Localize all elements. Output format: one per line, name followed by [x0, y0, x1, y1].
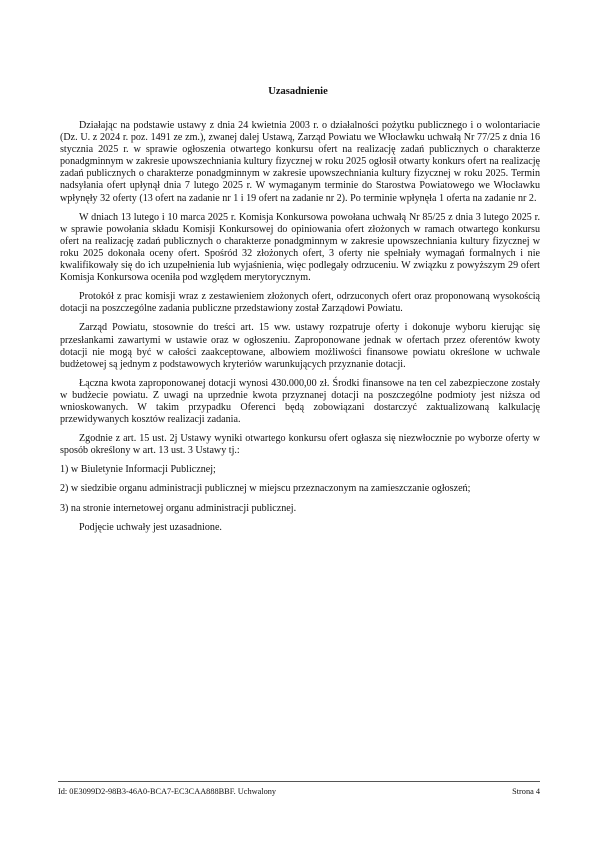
document-title: Uzasadnienie: [268, 86, 328, 97]
paragraph: Działając na podstawie ustawy z dnia 24 kwietnia 2003 r. o działalności pożytku publicznego i o wolontariacie (Dz. U. z 2024 r. poz. 1491 ze zm.), zwanej dalej Ustawą, Zarząd Powiatu we Włocławku uchwałą Nr 77/25 z dnia 16 stycznia 2025 r. w sprawie ogłoszenia otwartego konkursu ofert na realizację zadań publicznych o charakterze ponadgminnym w zakresie upowszechniania kultury fizycznej w roku 2025 ogłosił otwarty konkurs ofert na realizację zadań publicznych o charakterze ponadgminnym w zakresie upowszechniania kultury fizycznej w roku 2025. Termin nadsyłania ofert upłynął dnia 7 lutego 2025 r. W wymaganym terminie do Starostwa Powiatowego we Włocławku wpłynęły 32 oferty (13 ofert na zadanie nr 1 i 19 ofert na zadanie nr 2). Po terminie wpłynęła 1 oferta na zadanie nr 2.: [60, 120, 540, 204]
list-item: 3) na stronie internetowej organu administracji publicznej.: [60, 502, 297, 514]
paragraph: Protokół z prac komisji wraz z zestawieniem złożonych ofert, odrzuconych ofert oraz proponowaną wysokością dotacji na poszczególne zadania publiczne przedstawiony został Zarządowi Powiatu.: [60, 291, 540, 315]
paragraph: Zgodnie z art. 15 ust. 2j Ustawy wyniki otwartego konkursu ofert ogłasza się niezwłocznie po wyborze oferty w sposób określony w art. 13 ust. 3 Ustawy tj.:: [60, 433, 540, 457]
paragraph: Zarząd Powiatu, stosownie do treści art. 15 ww. ustawy rozpatruje oferty i dokonuje wyboru kierując się przesłankami zawartymi w ustawie oraz w ogłoszeniu. Zaproponowane jednak w ofertach przez oferentów kwoty dotacji nie mogą być w całości zaakceptowane, albowiem możliwości finansowe powiatu określone w uchwale budżetowej są jednym z podstawowych kryteriów warunkujących przyznanie dotacji.: [60, 322, 540, 370]
list-item: 1) w Biuletynie Informacji Publicznej;: [60, 464, 216, 476]
paragraph: W dniach 13 lutego i 10 marca 2025 r. Komisja Konkursowa powołana uchwałą Nr 85/25 z dnia 3 lutego 2025 r. w sprawie powołania składu Komisji Konkursowej do opiniowania ofert złożonych w ramach otwartego konkursu ofert na realizację zadań publicznych o charakterze ponadgminnym w zakresie upowszechniania kultury fizycznej w roku 2025 dokonała oceny ofert. Spośród 32 złożonych ofert, 3 oferty nie spełniały wymagań formalnych i nie kwalifikowały się do ich uzupełnienia lub wyjaśnienia, więc podlegały odrzuceniu. W związku z powyższym 29 ofert Komisja Konkursowa oceniła pod względem merytorycznym.: [60, 211, 540, 284]
closing-paragraph: Podjęcie uchwały jest uzasadnione.: [79, 521, 222, 533]
document-body: [60, 120, 540, 541]
paragraph: Łączna kwota zaproponowanej dotacji wynosi 430.000,00 zł. Środki finansowe na ten cel zabezpieczone zostały w budżecie powiatu. Z uwagi na uprzednie kwota przyznanej dotacji na poszczególne podmioty jest niższa od wnioskowanych. W takim przypadku Oferenci będą zobowiązani dostarczyć zaktualizowaną kalkulację przewidywanych kosztów realizacji zadania.: [60, 377, 540, 426]
footer-divider: [58, 781, 540, 782]
footer-document-id: Id: 0E3099D2-98B3-46A0-BCA7-EC3CAA888BBF. Uchwalony: [58, 787, 277, 796]
list-item: 2) w siedzibie organu administracji publicznej w miejscu przeznaczonym na zamieszczanie ogłoszeń;: [60, 483, 471, 495]
footer-page-number: Strona 4: [512, 787, 540, 796]
